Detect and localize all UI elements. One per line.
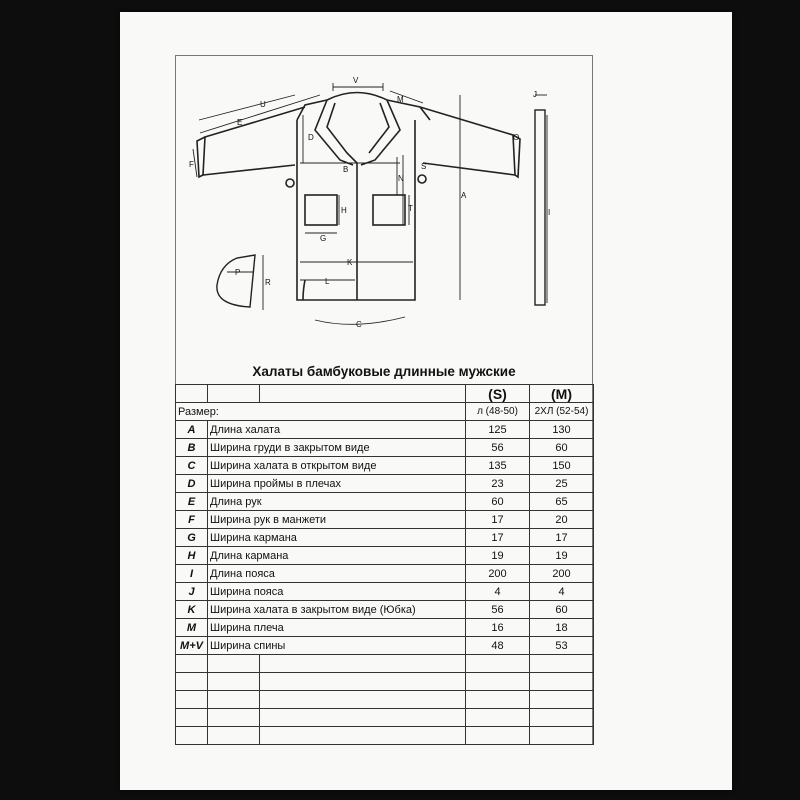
row-value-s: 56 [466, 601, 530, 619]
table-row [176, 511, 594, 529]
row-name: Ширина кармана [208, 529, 466, 547]
measure-lines [193, 83, 547, 324]
empty-row [176, 709, 594, 727]
diagram-label-j: J [533, 90, 537, 99]
row-letter: G [176, 529, 208, 547]
diagram-label-c: C [356, 320, 362, 329]
row-name: Ширина рук в манжети [208, 511, 466, 529]
row-name: Длина халата [208, 421, 466, 439]
row-name: Ширина плеча [208, 619, 466, 637]
table-row [176, 529, 594, 547]
size-range-m: 2ХЛ (52-54) [530, 403, 594, 421]
diagram-label-g: G [320, 234, 327, 243]
document-title: Халаты бамбуковые длинные мужские [252, 364, 516, 379]
diagram-label-l: L [325, 277, 330, 286]
diagram-label-b: B [343, 165, 349, 174]
diagram-label-p: P [235, 268, 241, 277]
row-value-m: 60 [530, 601, 594, 619]
row-value-s: 60 [466, 493, 530, 511]
row-letter: J [176, 583, 208, 601]
empty-row [176, 655, 594, 673]
row-value-m: 19 [530, 547, 594, 565]
row-letter: D [176, 475, 208, 493]
diagram-label-u: U [260, 100, 266, 109]
empty-row [176, 727, 594, 745]
size-range-s: л (48-50) [466, 403, 530, 421]
row-value-m: 20 [530, 511, 594, 529]
size-code-s: (S) [466, 385, 530, 403]
diagram-label-a: A [461, 191, 467, 200]
row-value-m: 17 [530, 529, 594, 547]
table-row [176, 583, 594, 601]
row-name: Ширина пояса [208, 583, 466, 601]
diagram-label-d: D [308, 133, 314, 142]
diagram-label-t: T [408, 204, 413, 213]
row-value-s: 17 [466, 529, 530, 547]
row-value-m: 18 [530, 619, 594, 637]
row-value-s: 48 [466, 637, 530, 655]
row-value-m: 150 [530, 457, 594, 475]
row-value-s: 200 [466, 565, 530, 583]
row-value-m: 65 [530, 493, 594, 511]
row-letter: B [176, 439, 208, 457]
row-letter: H [176, 547, 208, 565]
table-row [176, 421, 594, 439]
row-value-s: 56 [466, 439, 530, 457]
row-letter: C [176, 457, 208, 475]
diagram-label-h: H [341, 206, 347, 215]
table-row [176, 439, 594, 457]
row-name: Ширина проймы в плечах [208, 475, 466, 493]
row-name: Длина кармана [208, 547, 466, 565]
diagram-label-f: F [189, 160, 194, 169]
diagram-label-e: E [237, 118, 243, 127]
row-letter: K [176, 601, 208, 619]
row-value-m: 60 [530, 439, 594, 457]
diagram-label-i: I [548, 208, 551, 217]
table-row [176, 619, 594, 637]
row-value-m: 53 [530, 637, 594, 655]
row-value-m: 4 [530, 583, 594, 601]
robe-outline [197, 93, 520, 301]
row-letter: E [176, 493, 208, 511]
table-row [176, 493, 594, 511]
row-value-s: 16 [466, 619, 530, 637]
diagram-label-n: N [398, 174, 404, 183]
empty-row [176, 673, 594, 691]
row-value-s: 135 [466, 457, 530, 475]
size-table [175, 384, 594, 745]
row-value-s: 4 [466, 583, 530, 601]
row-name: Длина пояса [208, 565, 466, 583]
row-name: Ширина халата в открытом виде [208, 457, 466, 475]
table-row [176, 457, 594, 475]
diagram-label-r: R [265, 278, 271, 287]
row-value-s: 17 [466, 511, 530, 529]
size-range-row [176, 403, 594, 421]
row-letter: I [176, 565, 208, 583]
row-letter: A [176, 421, 208, 439]
row-value-m: 130 [530, 421, 594, 439]
row-name: Ширина спины [208, 637, 466, 655]
row-name: Ширина халата в закрытом виде (Юбка) [208, 601, 466, 619]
diagram-label-m: M [397, 95, 404, 104]
row-value-m: 25 [530, 475, 594, 493]
row-value-s: 23 [466, 475, 530, 493]
size-code-row [176, 385, 594, 403]
size-label: Размер: [176, 403, 466, 421]
size-code-m: (M) [530, 385, 594, 403]
robe-diagram [175, 55, 593, 360]
table-row [176, 565, 594, 583]
diagram-label-s: S [421, 162, 427, 171]
row-value-s: 19 [466, 547, 530, 565]
row-name: Ширина груди в закрытом виде [208, 439, 466, 457]
diagram-label-o: O [513, 133, 520, 142]
row-letter: F [176, 511, 208, 529]
empty-row [176, 691, 594, 709]
row-name: Длина рук [208, 493, 466, 511]
table-row [176, 601, 594, 619]
row-value-s: 125 [466, 421, 530, 439]
table-row [176, 637, 594, 655]
row-letter: M [176, 619, 208, 637]
diagram-label-v: V [353, 76, 359, 85]
row-letter: M+V [176, 637, 208, 655]
row-value-m: 200 [530, 565, 594, 583]
table-row [176, 547, 594, 565]
table-row [176, 475, 594, 493]
diagram-label-k: K [347, 258, 353, 267]
